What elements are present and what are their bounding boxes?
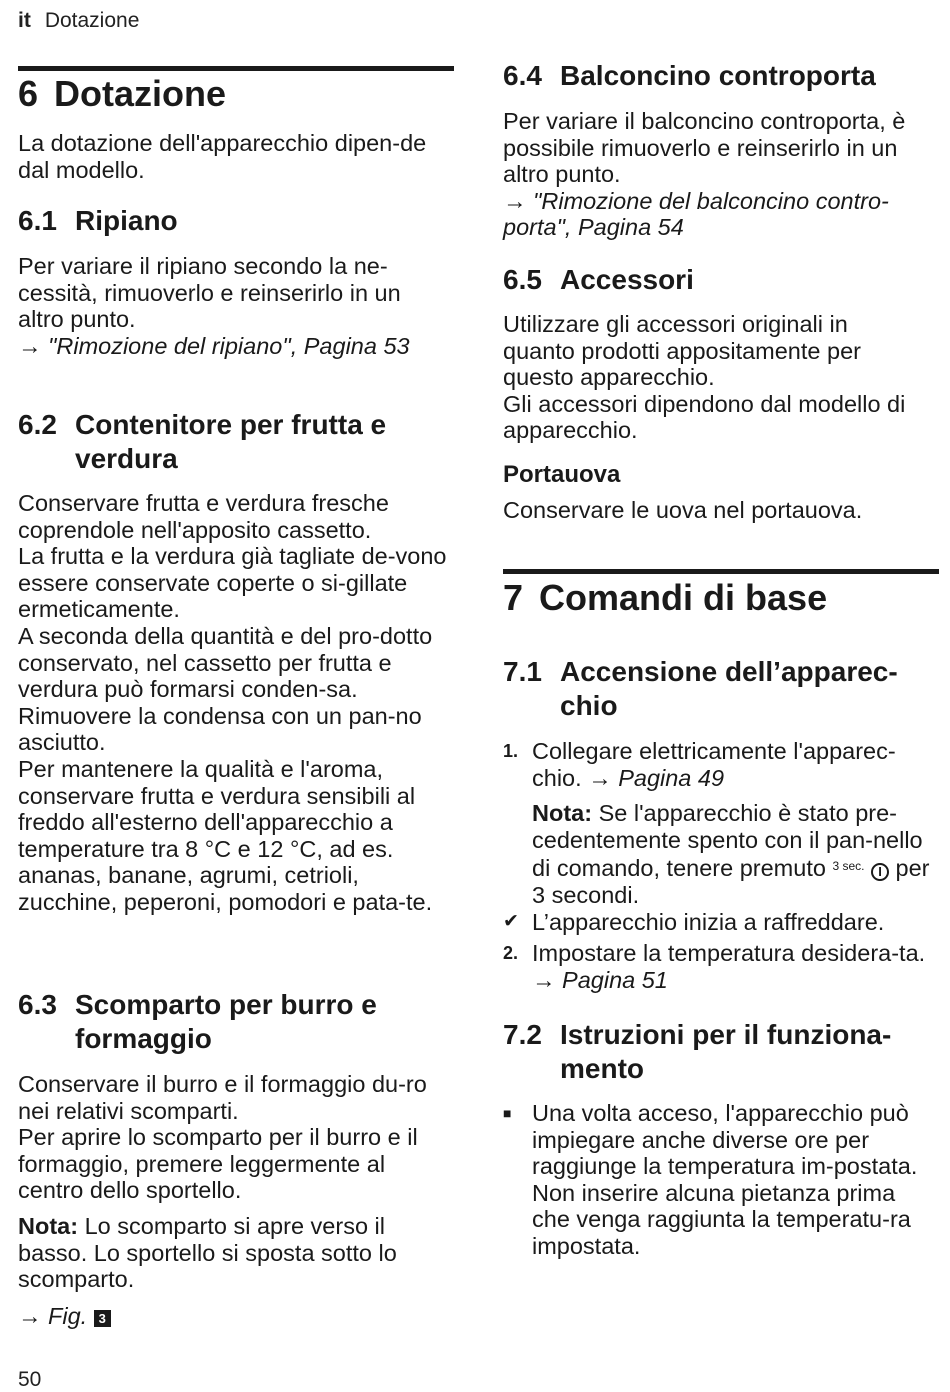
section-7-2-title: 7.2 Istruzioni per il funziona-mento	[503, 1019, 892, 1084]
nota-scomparto: Nota: Lo scomparto si apre verso il basso. Lo sportello si sposta sotto lo scomparto.	[18, 1212, 397, 1293]
running-header	[18, 9, 139, 33]
section-7-2-list	[503, 1100, 939, 1260]
step-1-result: ✔ L’apparecchio inizia a raffreddare.	[503, 908, 885, 935]
chapter-6-title: 6 Dotazione	[18, 73, 227, 114]
section-7-2	[503, 1018, 939, 1086]
chapter-rule	[18, 66, 454, 71]
section-6-2-title: 6.2 Contenitore per frutta e verdura	[18, 409, 387, 474]
section-6-3-title: 6.3 Scomparto per burro e formaggio	[18, 989, 377, 1054]
chapter-6-intro: La dotazione dell'apparecchio dipen-de dal modello.	[18, 130, 427, 183]
figure-number-badge: 3	[94, 1310, 111, 1327]
page-number: 50	[18, 1368, 42, 1391]
section-6-5-body: Utilizzare gli accessori originali in quanto prodotti appositamente per questo apparecchio. Gli accessori dipendono dal modello di apparecchio.	[503, 311, 906, 444]
portauova-title: Portauova	[503, 461, 621, 488]
section-6-4-body: Per variare il balconcino controporta, è possibile rimuoverlo e reinserirlo in un altro punto. → "Rimozione del balconcino contro-porta", Pagina 54	[503, 108, 939, 241]
section-6-1-title: 6.1 Ripiano	[18, 205, 178, 236]
chapter-7-title: 7 Comandi di base	[503, 577, 828, 618]
section-7-1-steps	[503, 738, 939, 993]
ref-figure-3[interactable]: → Fig. 3	[18, 1303, 454, 1330]
section-6-2-body: Conservare frutta e verdura fresche coprendole nell'apposito cassetto. La frutta e la verdura già tagliate de-vono essere conservate coperte o si-gillate ermeticamente. A seconda della quantità e del pro-dotto conservato, nel cassetto per frutta e verdura può formarsi conden-sa. Rimuovere la condensa con un pan-no asciutto. Per mantenere la qualità e l'aroma, conservare frutta e verdura sensibili al freddo all'esterno dell'apparecchio a temperature tra 8 °C e 12 °C, ad es. ananas, banane, agrumi, cetrioli, zucchine, peperoni, pomodori e pata-te.	[18, 490, 447, 915]
chapter-6	[18, 74, 454, 114]
section-6-4	[503, 59, 939, 93]
subsection-portauova: Portauova Conservare le uova nel portauova.	[503, 461, 939, 524]
section-6-3	[18, 988, 454, 1056]
section-7-1-title: 7.1 Accensione dell’apparec-chio	[503, 656, 898, 721]
chapter-7	[503, 578, 939, 618]
section-6-1	[18, 204, 454, 238]
language-code: it	[18, 9, 31, 32]
step-2: 2. Impostare la temperatura desidera-ta. → Pagina 51	[503, 940, 926, 993]
section-6-1-body: Per variare il ripiano secondo la ne-cessità, rimuoverlo e reinserirlo in un altro punto. → "Rimozione del ripiano", Pagina 53	[18, 253, 454, 359]
section-6-5-title: 6.5 Accessori	[503, 264, 694, 295]
section-6-5	[503, 263, 939, 297]
square-bullet-icon: ■	[503, 1105, 512, 1121]
section-6-4-title: 6.4 Balconcino controporta	[503, 60, 876, 91]
list-item: ■ Una volta acceso, l'apparecchio può impiegare anche diverse ore per raggiunge la temperatura im-postata. Non inserire alcuna pietanza prima che venga raggiunta la temperatu-ra impostata.	[503, 1100, 918, 1259]
nota-accensione: Nota: Se l'apparecchio è stato pre-cedentemente spento con il pan-nello di comando, tenere premuto $^{3 sec.}$ I per 3 secondi.	[532, 800, 930, 908]
section-6-3-body: Conservare il burro e il formaggio du-ro nei relativi scomparti. Per aprire lo scomparto per il burro e il formaggio, premere leggermente al centro dello sportello. Nota: Lo scomparto si apre verso il basso. Lo sportello si sposta sotto lo scomparto. → Fig. 3	[18, 1071, 454, 1329]
ref-rimozione-ripiano[interactable]: → "Rimozione del ripiano", Pagina 53	[18, 332, 410, 359]
ref-rimozione-balconcino[interactable]: → "Rimozione del balconcino contro-porta", Pagina 54	[503, 187, 889, 241]
section-7-1	[503, 655, 939, 723]
ref-pagina-51[interactable]: → Pagina 51	[532, 966, 668, 993]
section-6-2	[18, 408, 454, 476]
step-1: 1. Collegare elettricamente l'apparec-chio. → Pagina 49 Nota: Se l'apparecchio è stato pre-cedentemente spento con il pan-nello di comando, tenere premuto $^{3 sec.}$ I per 3 secondi.	[503, 738, 939, 909]
chapter-rule	[503, 569, 939, 574]
header-title: Dotazione	[44, 9, 140, 32]
check-icon: ✔	[503, 910, 519, 932]
ref-pagina-49[interactable]: → Pagina 49	[588, 764, 725, 791]
power-icon: I	[871, 863, 889, 881]
